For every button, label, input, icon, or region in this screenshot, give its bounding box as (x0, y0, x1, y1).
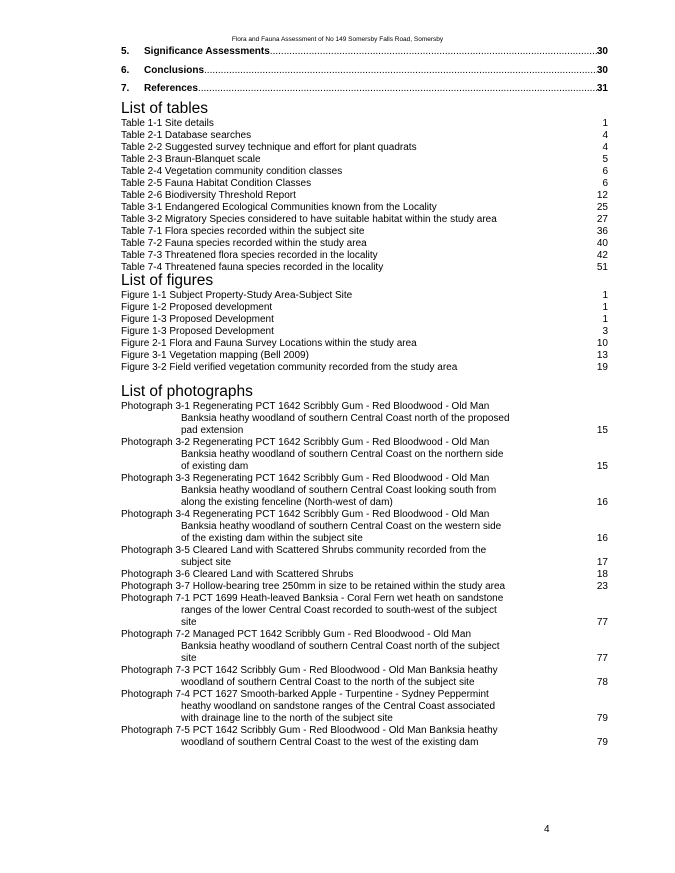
photograph-entry-continuation: along the existing fenceline (North-west of dam) (181, 497, 393, 508)
list-of-photographs (121, 383, 608, 749)
photograph-entry-page: 15 (596, 461, 608, 472)
photograph-entry[interactable] (121, 689, 608, 725)
figure-entry-label: Figure 3-2 Field verified vegetation community recorded from the study area (121, 362, 458, 373)
table-entry-page: 5 (602, 154, 608, 165)
photograph-entry-continuation: of the existing dam within the subject site (181, 533, 363, 544)
table-entry-page: 6 (602, 178, 608, 189)
photograph-entry-continuation: site (181, 653, 197, 664)
table-entry-label: Table 2-2 Suggested survey technique and effort for plant quadrats (121, 142, 417, 153)
photograph-entry-last-line (121, 653, 608, 665)
toc-continuation (121, 46, 608, 102)
figure-entry[interactable] (121, 314, 608, 326)
photograph-entry-continuation: Banksia heathy woodland of southern Central Coast on the northern side (181, 449, 504, 460)
photograph-entry[interactable] (121, 437, 608, 473)
table-entry-label: Table 2-3 Braun-Blanquet scale (121, 154, 261, 165)
toc-leader (198, 83, 597, 94)
photograph-entry[interactable] (121, 545, 608, 569)
photograph-entry-continuation: of existing dam (181, 461, 249, 472)
photograph-entry-page: 77 (596, 653, 608, 664)
photograph-entry-last-line (121, 677, 608, 689)
photograph-entry-continuation: subject site (181, 557, 232, 568)
page-number: 4 (544, 824, 550, 835)
table-entry[interactable] (121, 238, 608, 250)
photograph-entry[interactable] (121, 581, 608, 593)
table-entry[interactable] (121, 202, 608, 214)
photograph-entry-label: Photograph 3-1 Regenerating PCT 1642 Scribbly Gum - Red Bloodwood - Old Man (121, 401, 490, 412)
toc-leader (270, 46, 597, 57)
table-entry-page: 42 (596, 250, 608, 261)
table-entry-page: 6 (602, 166, 608, 177)
toc-entry-page: 30 (596, 64, 608, 76)
photograph-entry[interactable] (121, 725, 608, 749)
photograph-entry-page: 79 (596, 737, 608, 748)
table-entry-label: Table 2-1 Database searches (121, 130, 252, 141)
photograph-entry-continuation: pad extension (181, 425, 244, 436)
table-entry[interactable] (121, 130, 608, 142)
figure-entry-label: Figure 1-1 Subject Property-Study Area-Subject Site (121, 290, 353, 301)
table-entry-label: Table 2-4 Vegetation community condition classes (121, 166, 343, 177)
list-of-photographs-heading: List of photographs (121, 383, 253, 400)
table-entry[interactable] (121, 250, 608, 262)
figure-entry[interactable] (121, 338, 608, 350)
toc-entry-page: 30 (596, 46, 608, 57)
photograph-entry-page: 15 (596, 425, 608, 436)
photograph-entry-label: Photograph 7-1 PCT 1699 Heath-leaved Banksia - Coral Fern wet heath on sandstone (121, 593, 504, 604)
photograph-entry-continuation: Banksia heathy woodland of southern Central Coast looking south from (181, 485, 497, 496)
figure-entry-page: 19 (596, 362, 608, 373)
photograph-entry-line (121, 569, 608, 581)
figure-entry[interactable] (121, 326, 608, 338)
toc-entry[interactable] (121, 83, 608, 102)
figure-entry-page: 10 (596, 338, 608, 349)
table-entry-page: 4 (602, 142, 608, 153)
toc-entry-page: 31 (596, 83, 608, 94)
photograph-entry-continuation: ranges of the lower Central Coast recorded to south-west of the subject (181, 605, 497, 616)
table-entry[interactable] (121, 142, 608, 154)
photograph-entry[interactable] (121, 665, 608, 689)
figure-entry[interactable] (121, 290, 608, 302)
table-entry[interactable] (121, 154, 608, 166)
photograph-entry-last-line (121, 425, 608, 437)
table-entry-label: Table 1-1 Site details (121, 118, 214, 129)
photograph-entry-page: 18 (596, 569, 608, 580)
table-entry[interactable] (121, 166, 608, 178)
table-entry-page: 40 (596, 238, 608, 249)
table-entry[interactable] (121, 178, 608, 190)
table-entry-label: Table 2-5 Fauna Habitat Condition Classes (121, 178, 312, 189)
photograph-entry-label: Photograph 7-2 Managed PCT 1642 Scribbly Gum - Red Bloodwood - Old Man (121, 629, 472, 640)
photograph-entry-label: Photograph 3-7 Hollow-bearing tree 250mm in size to be retained within the study area (121, 581, 506, 592)
photograph-entry-label: Photograph 7-5 PCT 1642 Scribbly Gum - Red Bloodwood - Old Man Banksia heathy (121, 725, 498, 736)
figure-entry[interactable] (121, 362, 608, 374)
photograph-entry-last-line (121, 737, 608, 749)
list-of-figures (121, 272, 608, 374)
photograph-entry-last-line (121, 617, 608, 629)
list-of-figures-heading: List of figures (121, 272, 214, 289)
figure-entry-label: Figure 3-1 Vegetation mapping (Bell 2009) (121, 350, 309, 361)
toc-entry-title: Conclusions (144, 64, 205, 76)
photograph-entry-continuation: site (181, 617, 197, 628)
photograph-entry-label: Photograph 3-2 Regenerating PCT 1642 Scribbly Gum - Red Bloodwood - Old Man (121, 437, 490, 448)
photograph-entry-label: Photograph 3-3 Regenerating PCT 1642 Scribbly Gum - Red Bloodwood - Old Man (121, 473, 490, 484)
table-entry-label: Table 7-1 Flora species recorded within the subject site (121, 226, 365, 237)
table-entry-page: 51 (596, 262, 608, 273)
toc-entry-title: Significance Assessments (144, 46, 270, 57)
table-entry[interactable] (121, 214, 608, 226)
figure-entry-page: 1 (602, 302, 608, 313)
photograph-entry[interactable] (121, 473, 608, 509)
photograph-entry-continuation: woodland of southern Central Coast to the west of the existing dam (181, 737, 479, 748)
toc-entry[interactable] (121, 46, 608, 65)
table-entry-page: 4 (602, 130, 608, 141)
figure-entry-page: 1 (602, 290, 608, 301)
running-header: Flora and Fauna Assessment of No 149 Somersby Falls Road, Somersby (231, 36, 444, 43)
photograph-entry[interactable] (121, 509, 608, 545)
figure-entry-page: 1 (602, 314, 608, 325)
figure-entry-label: Figure 1-2 Proposed development (121, 302, 273, 313)
photograph-entry-page: 16 (596, 497, 608, 508)
photograph-entry-continuation: Banksia heathy woodland of southern Central Coast north of the proposed (181, 413, 510, 424)
photograph-entry-continuation: with drainage line to the north of the subject site (181, 713, 393, 724)
table-entry[interactable] (121, 190, 608, 202)
table-entry-page: 27 (596, 214, 608, 225)
photograph-entry-label: Photograph 7-4 PCT 1627 Smooth-barked Apple - Turpentine - Sydney Peppermint (121, 689, 489, 700)
figure-entry-page: 13 (596, 350, 608, 361)
figure-entry[interactable] (121, 350, 608, 362)
toc-entry-number: 7. (121, 83, 130, 94)
list-of-tables (121, 100, 608, 274)
photograph-entry-continuation: Banksia heathy woodland of southern Central Coast on the western side (181, 521, 502, 532)
photograph-entry[interactable] (121, 629, 608, 665)
photograph-entry-continuation: heathy woodland on sandstone ranges of the Central Coast associated (181, 701, 496, 712)
figure-entry[interactable] (121, 302, 608, 314)
figure-entry-label: Figure 2-1 Flora and Fauna Survey Locations within the study area (121, 338, 417, 349)
toc-entry-number: 6. (121, 64, 130, 76)
photograph-entry-page: 23 (596, 581, 608, 592)
tables-list (121, 118, 608, 274)
table-entry-label: Table 3-1 Endangered Ecological Communities known from the Locality (121, 202, 437, 213)
table-entry-label: Table 7-4 Threatened fauna species recorded in the locality (121, 262, 384, 273)
table-entry-page: 36 (596, 226, 608, 237)
photograph-entry-page: 17 (596, 557, 608, 568)
table-entry-page: 1 (602, 118, 608, 129)
photograph-entry-label: Photograph 3-4 Regenerating PCT 1642 Scribbly Gum - Red Bloodwood - Old Man (121, 509, 490, 520)
list-of-tables-heading: List of tables (121, 100, 209, 117)
toc-entry-title: References (144, 83, 198, 94)
photographs-list (121, 401, 608, 749)
photograph-entry-last-line (121, 533, 608, 545)
photograph-entry-last-line (121, 461, 608, 473)
figure-entry-label: Figure 1-3 Proposed Development (121, 326, 274, 337)
photograph-entry-continuation: woodland of southern Central Coast to the north of the subject site (181, 677, 475, 688)
table-entry[interactable] (121, 118, 608, 130)
toc-entry-number: 5. (121, 46, 130, 57)
table-entry-label: Table 7-2 Fauna species recorded within the study area (121, 238, 367, 249)
photograph-entry-label: Photograph 7-3 PCT 1642 Scribbly Gum - Red Bloodwood - Old Man Banksia heathy (121, 665, 498, 676)
photograph-entry-page: 16 (596, 533, 608, 544)
photograph-entry-page: 79 (596, 713, 608, 724)
table-entry-page: 12 (596, 190, 608, 201)
table-entry-page: 25 (596, 202, 608, 213)
figure-entry-label: Figure 1-3 Proposed Development (121, 314, 274, 325)
photograph-entry-last-line (121, 713, 608, 725)
toc-leader (204, 65, 597, 76)
photograph-entry[interactable] (121, 569, 608, 581)
photograph-entry-last-line (121, 557, 608, 569)
figure-entry-page: 3 (602, 326, 608, 337)
photograph-entry-page: 78 (596, 677, 608, 688)
photograph-entry-label: Photograph 3-6 Cleared Land with Scattered Shrubs (121, 569, 354, 580)
photograph-entry[interactable] (121, 401, 608, 437)
photograph-entry-last-line (121, 497, 608, 509)
photograph-entry-line (121, 581, 608, 593)
figures-list (121, 290, 608, 374)
photograph-entry-continuation: Banksia heathy woodland of southern Central Coast north of the subject (181, 641, 500, 652)
photograph-entry-label: Photograph 3-5 Cleared Land with Scattered Shrubs community recorded from the (121, 545, 487, 556)
table-entry[interactable] (121, 226, 608, 238)
photograph-entry-page: 77 (596, 617, 608, 628)
table-entry-label: Table 7-3 Threatened flora species recorded in the locality (121, 250, 378, 261)
toc-entry[interactable] (121, 65, 608, 84)
table-entry-label: Table 3-2 Migratory Species considered to have suitable habitat within the study area (121, 214, 497, 225)
table-entry-label: Table 2-6 Biodiversity Threshold Report (121, 190, 296, 201)
photograph-entry[interactable] (121, 593, 608, 629)
